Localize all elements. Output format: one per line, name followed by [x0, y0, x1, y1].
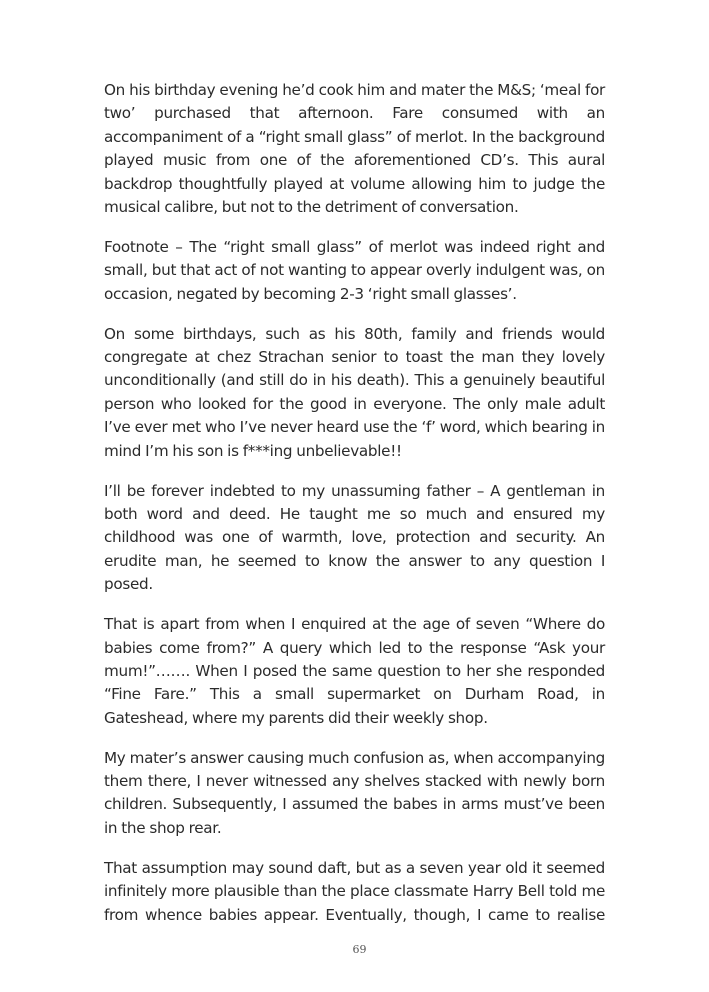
paragraph-assumption: That assumption may sound daft, but as a seven year old it seemed infinitely more plausible than the place classmate Harry Bell told me from whence babies appear. Eventually, though, I came to realise	[104, 858, 605, 924]
paragraph-mater-answer: My mater’s answer causing much confusion as, when accompanying them there, I never witnessed any shelves stacked with newly born children. Subsequently, I assumed the babes in arms must’ve been in the shop rear.	[104, 748, 605, 837]
paragraph-footnote: Footnote – The “right small glass” of merlot was indeed right and small, but that act of not wanting to appear overly indulgent was, on occasion, negated by becoming 2-3 ‘right small glasses’.	[104, 237, 605, 303]
paragraph-80th-birthday: On some birthdays, such as his 80th, family and friends would congregate at chez Strachan senior to toast the man they lovely unconditionally (and still do in his death). This a genuinely beautiful person who looked for the good in everyone. The only male adult I’ve ever met who I’ve never heard use the ‘f’ word, which bearing in mind I’m his son is f***ing unbelievable!!	[104, 324, 605, 460]
page-number: 69	[352, 943, 367, 956]
paragraph-babies-question: That is apart from when I enquired at the age of seven “Where do babies come from?” A query which led to the response “Ask your mum!”……. When I posed the same question to her she responded “Fine Fare.” This a small supermarket on Durham Road, in Gateshead, where my parents did their weekly shop.	[104, 615, 605, 727]
paragraph-birthday-meal: On his birthday evening he’d cook him and mater the M&S; ‘meal for two’ purchased that afternoon. Fare consumed with an accompaniment of a “right small glass” of merlot. In the background played music from one of the aforementioned CD’s. This aural backdrop thoughtfully played at volume allowing him to judge the musical calibre, but not to the detriment of conversation.	[104, 81, 605, 217]
paragraph-indebted-father: I’ll be forever indebted to my unassuming father – A gentleman in both word and deed. He taught me so much and ensured my childhood was one of warmth, love, protection and security. An erudite man, he seemed to know the answer to any question I posed.	[104, 481, 605, 594]
body-text	[104, 79, 605, 927]
